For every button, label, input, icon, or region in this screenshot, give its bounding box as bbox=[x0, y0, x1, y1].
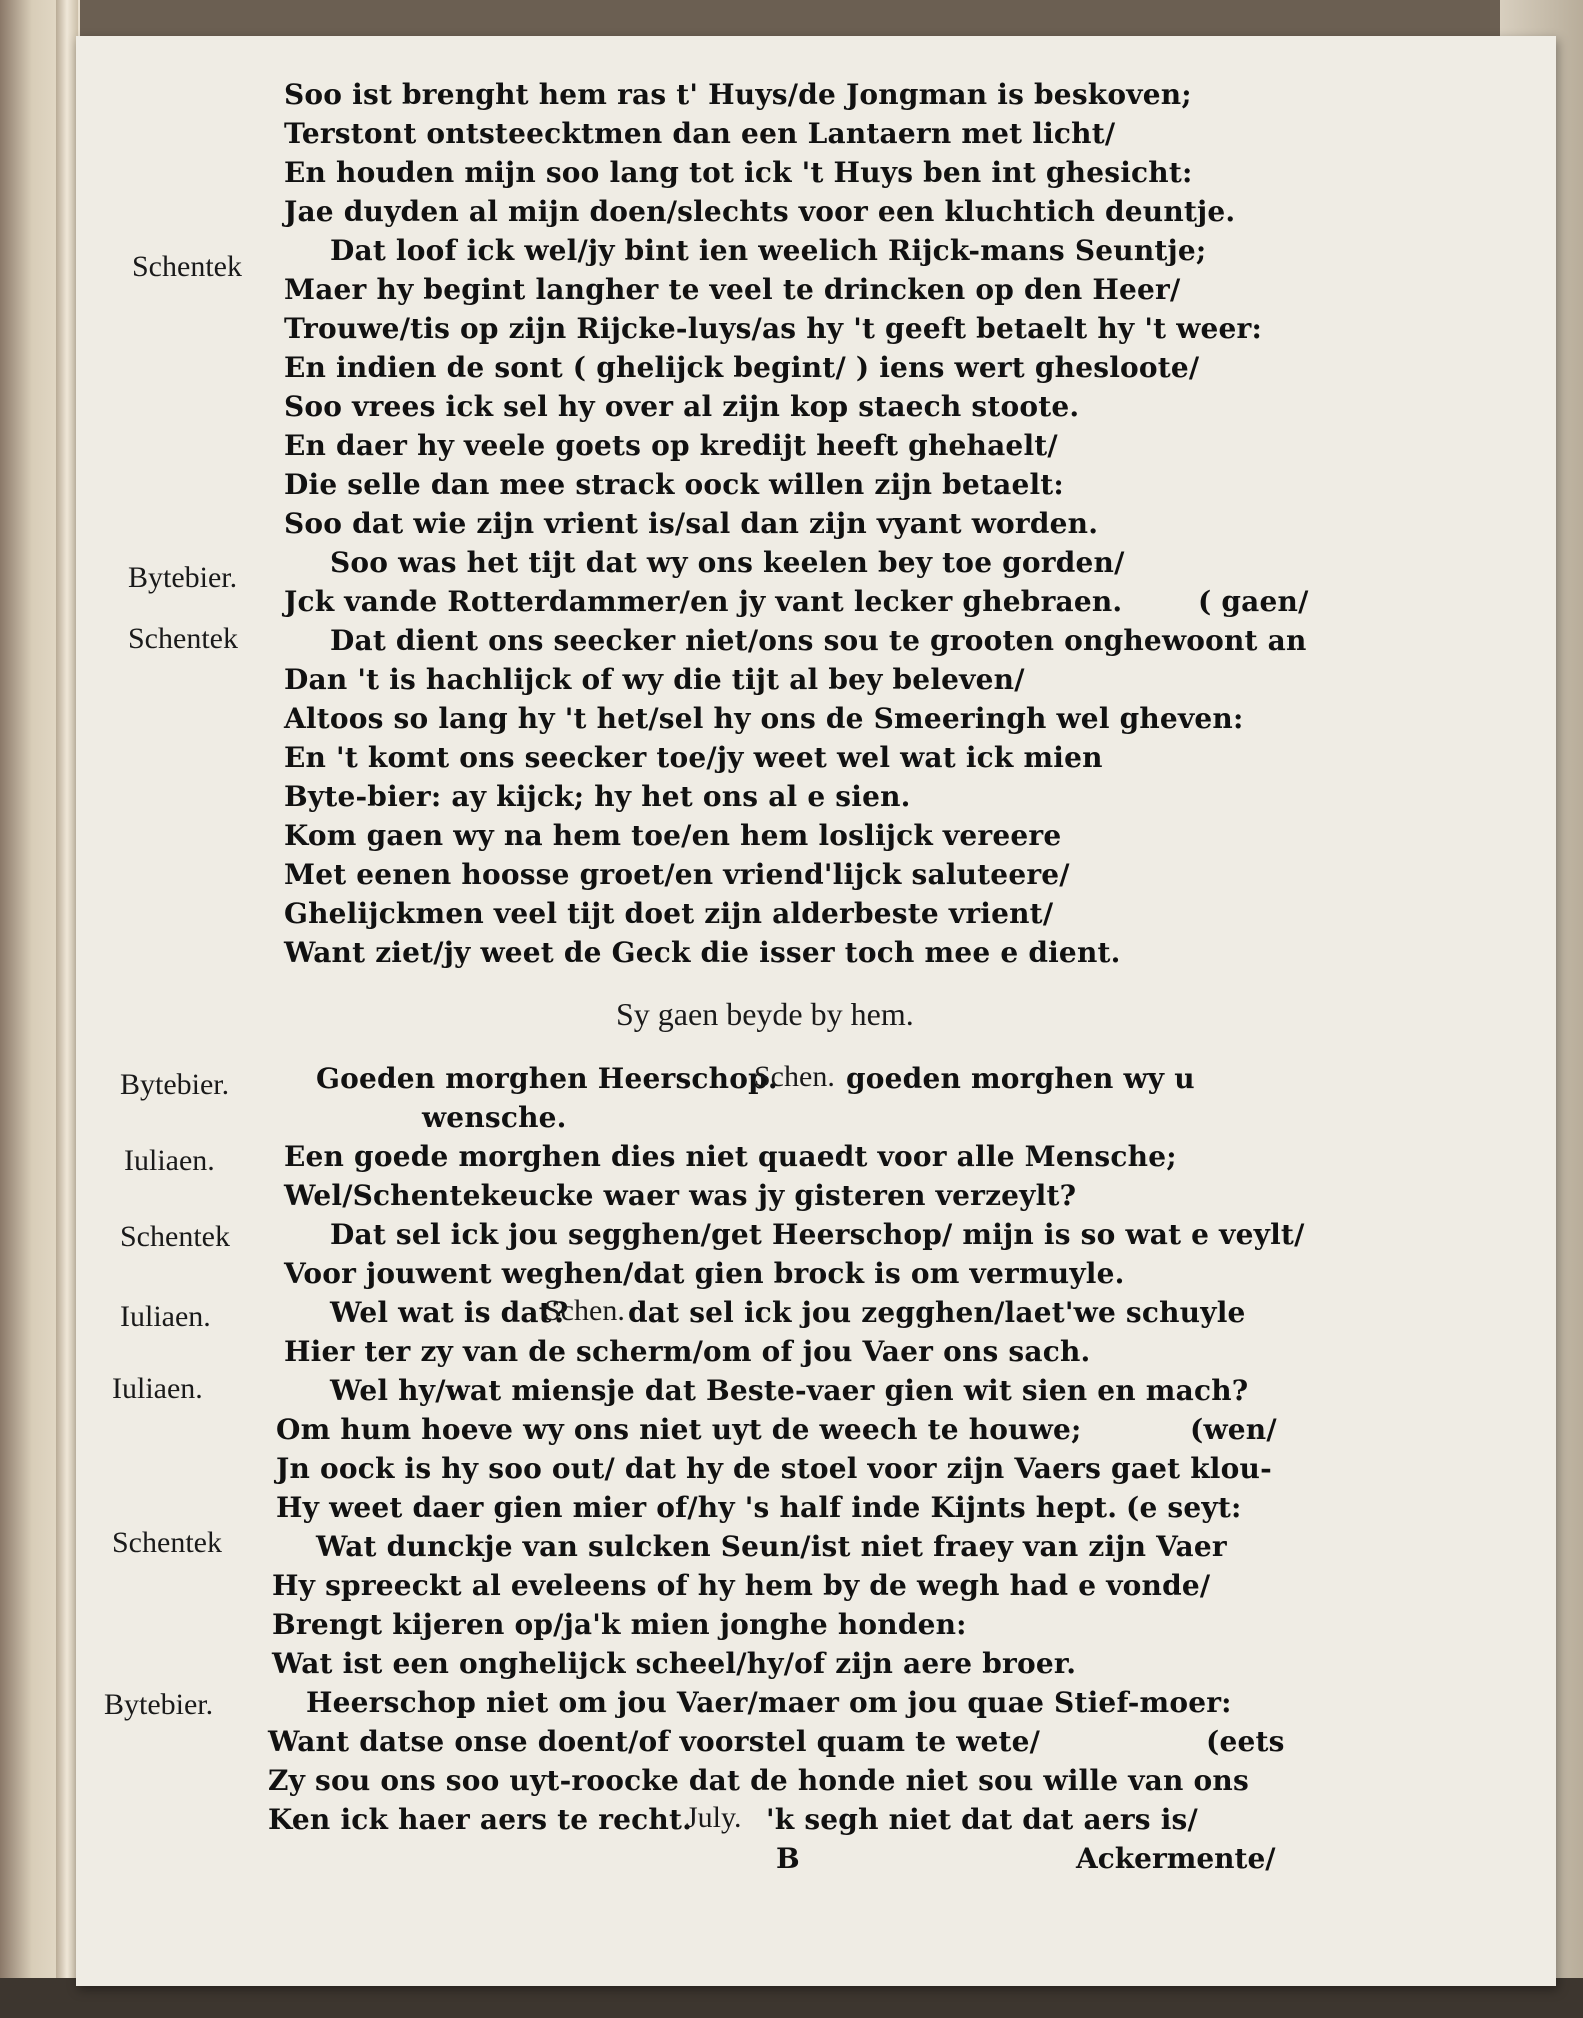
speaker-name: Iuliaen. bbox=[120, 1300, 211, 1333]
verse-line: 'k segh niet dat dat aers is/ bbox=[766, 1803, 1198, 1836]
signature-mark: B bbox=[776, 1842, 800, 1875]
verse-line: Dat dient ons seecker niet/ons sou te grooten onghewoont an bbox=[330, 624, 1307, 657]
verse-line: Soo was het tijt dat wy ons keelen bey toe gorden/ bbox=[330, 546, 1125, 579]
speaker-abbrev: July. bbox=[686, 1801, 742, 1834]
verse-line: Brengt kijeren op/ja'k mien jonghe honden: bbox=[272, 1608, 967, 1641]
verse-line: Voor jouwent weghen/dat gien brock is om vermuyle. bbox=[284, 1257, 1125, 1290]
verse-line: En 't komt ons seecker toe/jy weet wel wat ick mien bbox=[284, 741, 1103, 774]
verse-line: Wel wat is dat? bbox=[330, 1296, 569, 1329]
speaker-name: Bytebier. bbox=[120, 1068, 230, 1101]
verse-line: (eets bbox=[1206, 1725, 1285, 1758]
verse-line: Maer hy begint langher te veel te drincken op den Heer/ bbox=[284, 273, 1181, 306]
verse-line: wensche. bbox=[422, 1101, 567, 1134]
book-page bbox=[76, 36, 1556, 1986]
speaker-name: Schentek bbox=[112, 1526, 222, 1559]
verse-line: Met eenen hoosse groet/en vriend'lijck saluteere/ bbox=[284, 858, 1070, 891]
verse-line: Soo dat wie zijn vrient is/sal dan zijn vyant worden. bbox=[284, 507, 1099, 540]
verse-line: Trouwe/tis op zijn Rijcke-luys/as hy 't geeft betaelt hy 't weer: bbox=[284, 312, 1263, 345]
verse-line: En daer hy veele goets op kredijt heeft ghehaelt/ bbox=[284, 429, 1058, 462]
verse-line: Goeden morghen Heerschop. bbox=[316, 1062, 778, 1095]
verse-line: Kom gaen wy na hem toe/en hem loslijck vereere bbox=[284, 819, 1062, 852]
verse-line: Wat ist een onghelijck scheel/hy/of zijn aere broer. bbox=[272, 1647, 1077, 1680]
verse-line: Terstont ontsteecktmen dan een Lantaern met licht/ bbox=[284, 117, 1116, 150]
verse-line: Wat dunckje van sulcken Seun/ist niet fraey van zijn Vaer bbox=[316, 1530, 1227, 1563]
catchword: Ackermente/ bbox=[1076, 1842, 1276, 1875]
verse-line: (wen/ bbox=[1190, 1413, 1277, 1446]
verse-line: En houden mijn soo lang tot ick 't Huys ben int ghesicht: bbox=[284, 156, 1193, 189]
speaker-name: Bytebier. bbox=[104, 1688, 214, 1721]
speaker-abbrev: Schen. bbox=[754, 1060, 835, 1093]
speaker-abbrev: Schen. bbox=[544, 1294, 625, 1327]
verse-line: Die selle dan mee strack oock willen zijn betaelt: bbox=[284, 468, 1064, 501]
verse-line: dat sel ick jou zegghen/laet'we schuyle bbox=[628, 1296, 1246, 1329]
verse-line: (e seyt: bbox=[1126, 1491, 1242, 1524]
speaker-name: Schentek bbox=[128, 622, 238, 655]
verse-line: Heerschop niet om jou Vaer/maer om jou quae Stief-moer: bbox=[306, 1686, 1232, 1719]
verse-line: Soo ist brenght hem ras t' Huys/de Jongman is beskoven; bbox=[284, 78, 1192, 111]
speaker-name: Bytebier. bbox=[128, 561, 238, 594]
verse-line: Dat loof ick wel/jy bint ien weelich Rijck-mans Seuntje; bbox=[330, 234, 1207, 267]
verse-line: Om hum hoeve wy ons niet uyt de weech te houwe; bbox=[276, 1413, 1082, 1446]
speaker-name: Schentek bbox=[120, 1220, 230, 1253]
verse-line: Zy sou ons soo uyt-roocke dat de honde niet sou wille van ons bbox=[268, 1764, 1249, 1797]
verse-line: Ken ick haer aers te recht. bbox=[268, 1803, 693, 1836]
verse-line: Jae duyden al mijn doen/slechts voor een kluchtich deuntje. bbox=[284, 195, 1236, 228]
verse-line: Hier ter zy van de scherm/om of jou Vaer ons sach. bbox=[284, 1335, 1091, 1368]
verse-line: Byte-bier: ay kijck; hy het ons al e sien. bbox=[284, 780, 911, 813]
verse-line: Want ziet/jy weet de Geck die isser toch mee e dient. bbox=[284, 936, 1121, 969]
speaker-name: Schentek bbox=[132, 250, 242, 283]
verse-line: Jn oock is hy soo out/ dat hy de stoel voor zijn Vaers gaet klou- bbox=[276, 1452, 1272, 1485]
verse-line: Wel hy/wat miensje dat Beste-vaer gien wit sien en mach? bbox=[330, 1374, 1249, 1407]
verse-line: Soo vrees ick sel hy over al zijn kop staech stoote. bbox=[284, 390, 1080, 423]
speaker-name: Iuliaen. bbox=[124, 1144, 215, 1177]
verse-line: Want datse onse doent/of voorstel quam te wete/ bbox=[268, 1725, 1041, 1758]
verse-line: Ghelijckmen veel tijt doet zijn alderbeste vrient/ bbox=[284, 897, 1054, 930]
book-spine bbox=[56, 0, 78, 2018]
stage-direction: Sy gaen beyde by hem. bbox=[616, 996, 914, 1032]
speaker-name: Iuliaen. bbox=[112, 1372, 203, 1405]
verse-line: ( gaen/ bbox=[1198, 585, 1309, 618]
verse-line: Hy weet daer gien mier of/hy 's half inde Kijnts hept. bbox=[276, 1491, 1118, 1524]
verse-line: En indien de sont ( ghelijck begint/ ) iens wert ghesloote/ bbox=[284, 351, 1200, 384]
verse-line: Dat sel ick jou segghen/get Heerschop/ mijn is so wat e veylt/ bbox=[330, 1218, 1305, 1251]
verse-line: Altoos so lang hy 't het/sel hy ons de Smeeringh wel gheven: bbox=[284, 702, 1244, 735]
verse-line: Jck vande Rotterdammer/en jy vant lecker ghebraen. bbox=[284, 585, 1123, 618]
verse-line: Wel/Schentekeucke waer was jy gisteren verzeylt? bbox=[284, 1179, 1077, 1212]
verse-line: Hy spreeckt al eveleens of hy hem by de wegh had e vonde/ bbox=[272, 1569, 1211, 1602]
verse-line: goeden morghen wy u bbox=[846, 1062, 1195, 1095]
verse-line: Een goede morghen dies niet quaedt voor alle Mensche; bbox=[284, 1140, 1177, 1173]
verse-line: Dan 't is hachlijck of wy die tijt al bey beleven/ bbox=[284, 663, 1025, 696]
